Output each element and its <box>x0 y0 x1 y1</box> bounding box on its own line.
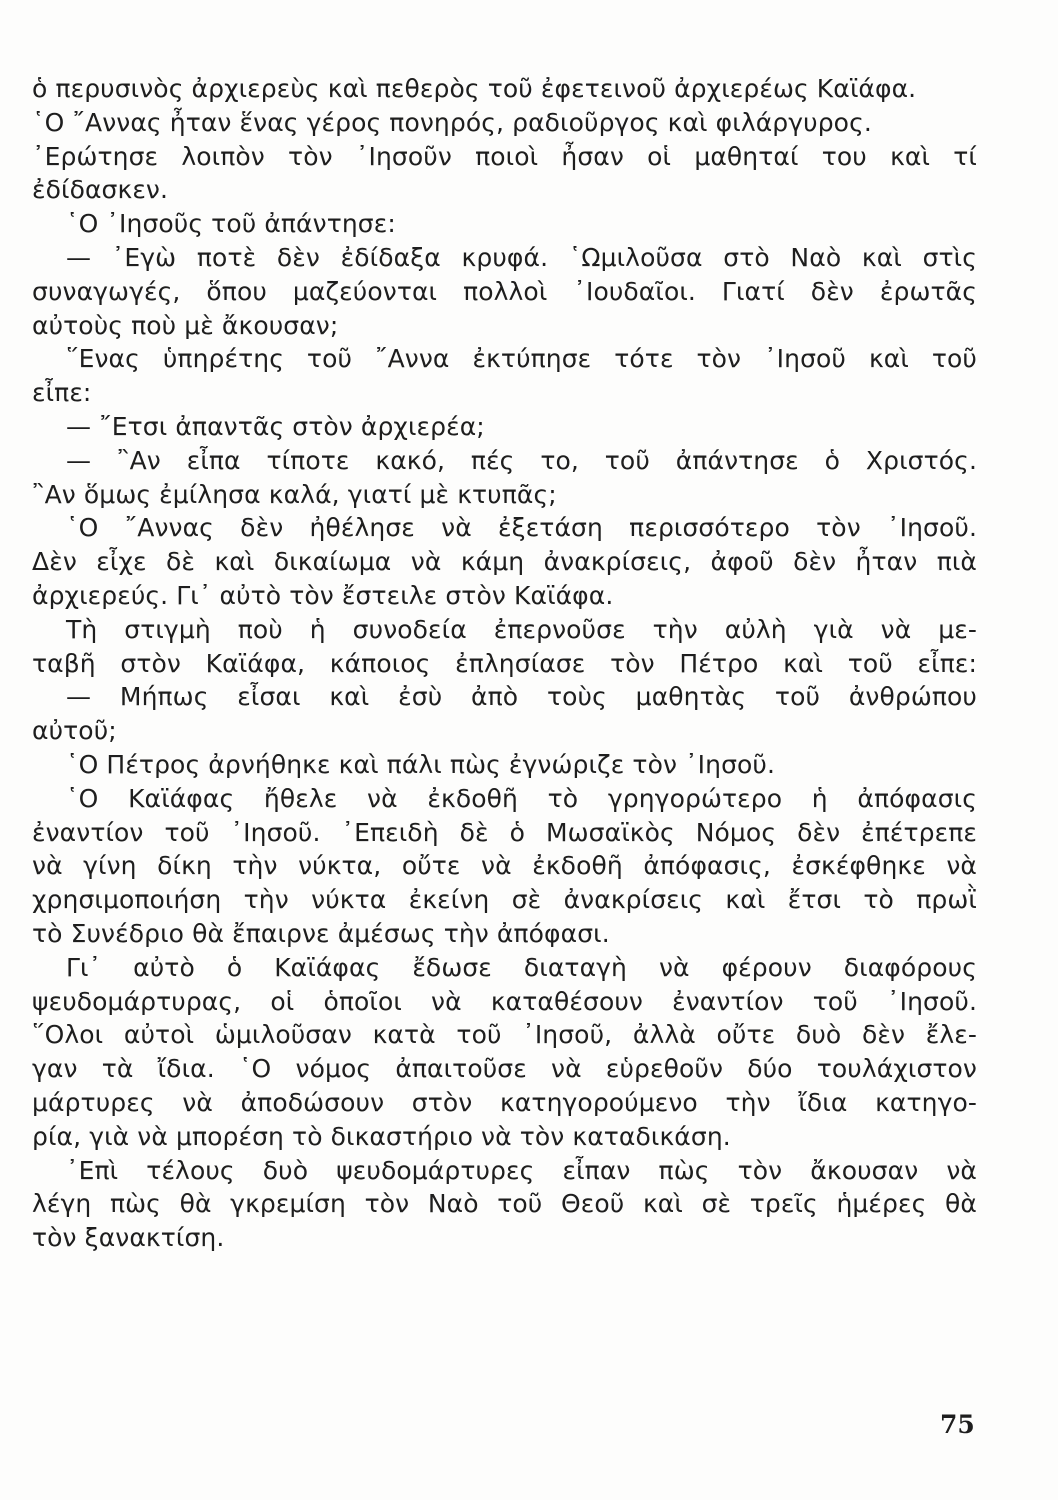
text-line: μάρτυρες νὰ ἀποδώσουν στὸν κατηγορούμενο τὴν ἴδια κατηγο- <box>32 1087 977 1117</box>
text-line: λέγη πὼς θὰ γκρεμίση τὸν Ναὸ τοῦ Θεοῦ καὶ σὲ τρεῖς ἡμέρες θὰ <box>32 1189 977 1219</box>
text-line: ὁ περυσινὸς ἀρχιερεὺς καὶ πεθερὸς τοῦ ἐφετεινοῦ ἀρχιερέως Καϊάφα. <box>32 74 917 103</box>
text-line: τὸν ξανακτίση. <box>32 1223 225 1253</box>
text-line: ῾Ο Καϊάφας ἤθελε νὰ ἐκδοθῆ τὸ γρηγορώτερο ἡ ἀπόφασις <box>66 783 977 813</box>
text-line: ρία, γιὰ νὰ μπορέση τὸ δικαστήριο νὰ τὸν καταδικάση. <box>32 1121 731 1151</box>
text-line: ταβῆ στὸν Καϊάφα, κάποιος ἐπλησίασε τὸν Πέτρο καὶ τοῦ εἶπε: <box>32 648 977 678</box>
text-line: Τὴ στιγμὴ ποὺ ἡ συνοδεία ἐπερνοῦσε τὴν αὐλὴ γιὰ νὰ με- <box>66 614 977 644</box>
text-line: ῞Ολοι αὐτοὶ ὡμιλοῦσαν κατὰ τοῦ ᾿Ιησοῦ, ἀλλὰ οὔτε δυὸ δὲν ἔλε- <box>32 1020 977 1050</box>
text-line: ἐδίδασκεν. <box>32 175 169 205</box>
text-line: ῍Αν ὅμως ἐμίλησα καλά, γιατί μὲ κτυπᾶς; <box>32 479 557 509</box>
text-line: ῾Ο Πέτρος ἀρνήθηκε καὶ πάλι πὼς ἐγνώριζε τὸν ᾿Ιησοῦ. <box>66 749 776 779</box>
text-line: ἀρχιερεύς. Γι᾿ αὐτὸ τὸν ἔστειλε στὸν Καϊάφα. <box>32 580 614 610</box>
text-line: εἶπε: <box>32 378 92 408</box>
text-line: — ῎Ετσι ἀπαντᾶς στὸν ἀρχιερέα; <box>66 411 485 441</box>
text-line: ῾Ο ῎Αννας δὲν ἠθέλησε νὰ ἐξετάση περισσότερο τὸν ᾿Ιησοῦ. <box>66 513 977 543</box>
text-line: ᾿Ερώτησε λοιπὸν τὸν ᾿Ιησοῦν ποιοὶ ἦσαν οἱ μαθηταί του καὶ τί <box>32 141 977 171</box>
text-line: ῞Ενας ὑπηρέτης τοῦ ῎Αννα ἐκτύπησε τότε τὸν ᾿Ιησοῦ καὶ τοῦ <box>66 344 977 374</box>
text-line: αὐτοῦ; <box>32 716 117 746</box>
text-line: τὸ Συνέδριο θὰ ἔπαιρνε ἀμέσως τὴν ἀπόφασι. <box>32 918 610 948</box>
text-line: Γι᾿ αὐτὸ ὁ Καϊάφας ἔδωσε διαταγὴ νὰ φέρουν διαφόρους <box>66 952 977 982</box>
text-line: αὐτοὺς ποὺ μὲ ἄκουσαν; <box>32 310 339 340</box>
text-line: ψευδομάρτυρας, οἱ ὁποῖοι νὰ καταθέσουν ἐναντίον τοῦ ᾿Ιησοῦ. <box>32 986 977 1016</box>
text-line: — ῍Αν εἶπα τίποτε κακό, πές το, τοῦ ἀπάντησε ὁ Χριστός. <box>66 445 977 475</box>
text-line: ᾿Επὶ τέλους δυὸ ψευδομάρτυρες εἶπαν πὼς τὸν ἄκουσαν νὰ <box>66 1155 977 1185</box>
text-line: — Μήπως εἶσαι καὶ ἐσὺ ἀπὸ τοὺς μαθητὰς τοῦ ἀνθρώπου <box>66 682 977 712</box>
text-line: χρησιμοποιήση τὴν νύκτα ἐκείνη σὲ ἀνακρίσεις καὶ ἔτσι τὸ πρωῒ <box>32 885 977 915</box>
text-line: συναγωγές, ὅπου μαζεύονται πολλοὶ ᾿Ιουδαῖοι. Γιατί δὲν ἐρωτᾶς <box>32 276 977 306</box>
text-line: Δὲν εἶχε δὲ καὶ δικαίωμα νὰ κάμη ἀνακρίσεις, ἀφοῦ δὲν ἦταν πιὰ <box>32 547 977 577</box>
text-line: νὰ γίνη δίκη τὴν νύκτα, οὔτε νὰ ἐκδοθῆ ἀπόφασις, ἐσκέφθηκε νὰ <box>32 851 977 881</box>
body-text <box>32 72 977 1255</box>
text-line: ῾Ο ᾿Ιησοῦς τοῦ ἀπάντησε: <box>66 209 396 239</box>
text-line: ἐναντίον τοῦ ᾿Ιησοῦ. ᾿Επειδὴ δὲ ὁ Μωσαϊκὸς Νόμος δὲν ἐπέτρεπε <box>32 817 977 847</box>
text-line: — ᾿Εγὼ ποτὲ δὲν ἐδίδαξα κρυφά. ῾Ωμιλοῦσα στὸ Ναὸ καὶ στὶς <box>66 242 977 272</box>
text-line: ῾Ο ῎Αννας ἦταν ἕνας γέρος πονηρός, ραδιοῦργος καὶ φιλάργυρος. <box>32 107 872 137</box>
page-number: 75 <box>940 1410 975 1439</box>
text-line: γαν τὰ ἴδια. ῾Ο νόμος ἀπαιτοῦσε νὰ εὑρεθοῦν δύο τουλάχιστον <box>32 1054 977 1084</box>
